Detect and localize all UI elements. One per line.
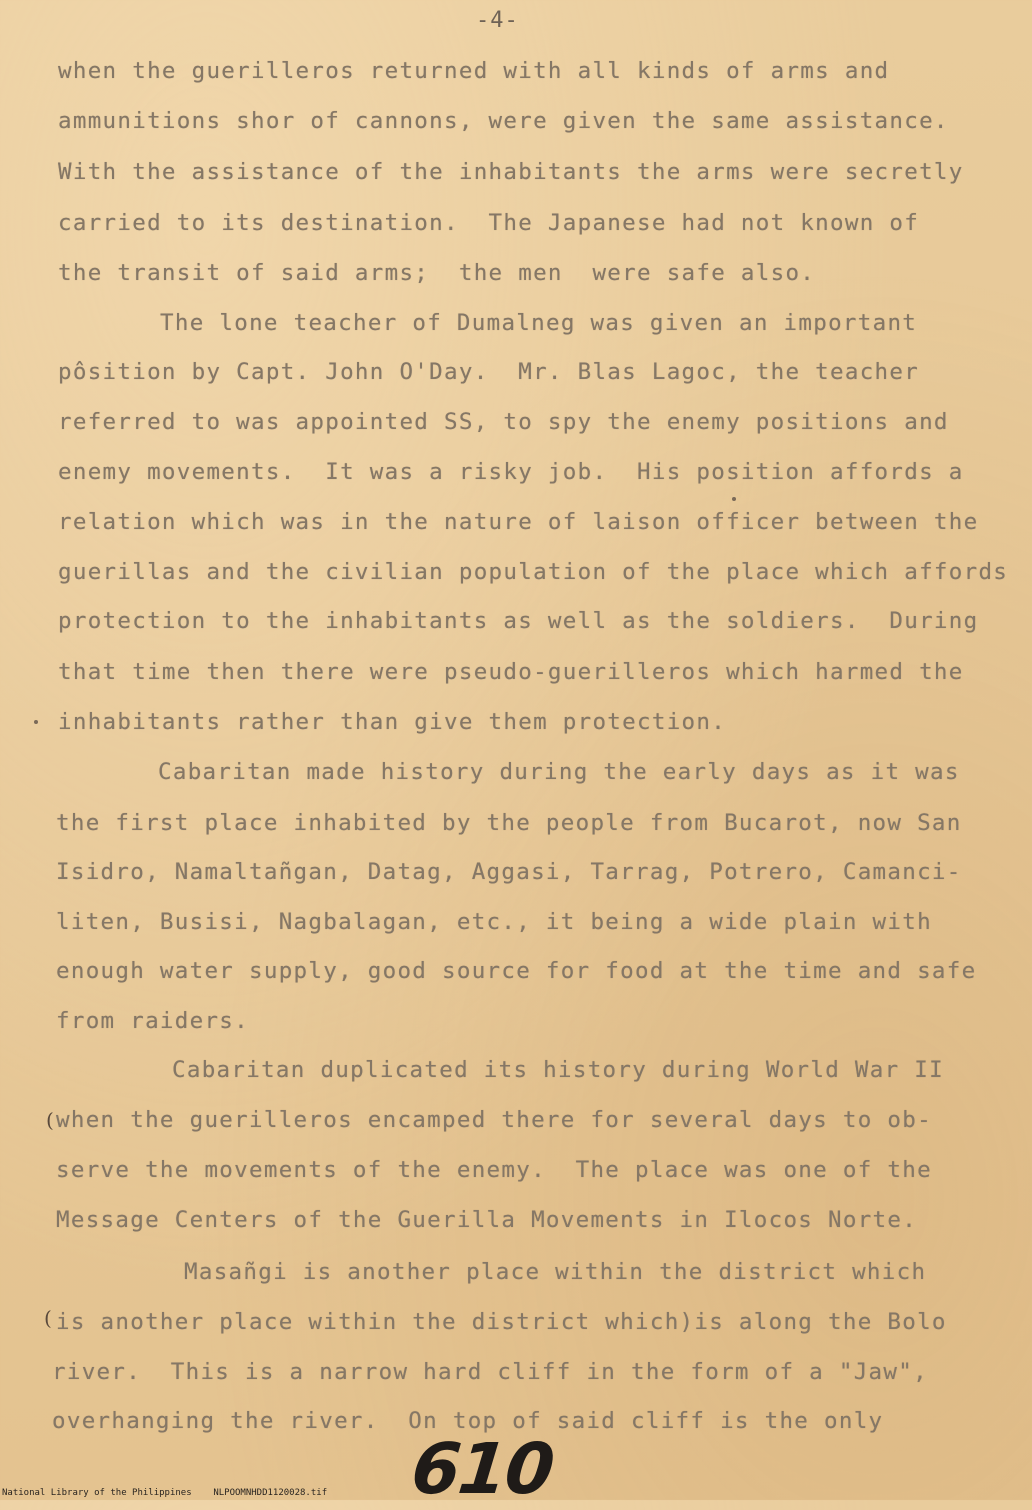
text-line: With the assistance of the inhabitants the arms were secretly (58, 159, 964, 185)
text-line: that time then there were pseudo-guerilleros which harmed the (58, 659, 964, 685)
text-line: guerillas and the civilian population of the place which affords (58, 559, 1009, 585)
ink-dot (34, 720, 38, 724)
margin-mark-bracket: ( (44, 1306, 52, 1330)
text-line: enough water supply, good source for food at the time and safe (56, 958, 977, 984)
text-line: inhabitants rather than give them protection. (58, 709, 727, 735)
text-line: is another place within the district which)is along the Bolo (56, 1309, 947, 1335)
text-line: Cabaritan made history during the early days as it was (158, 759, 960, 785)
text-line: Message Centers of the Guerilla Movements in Ilocos Norte. (56, 1207, 918, 1233)
archive-footer: National Library of the Philippines NLPOOMNHDD1120028.tif (2, 1488, 328, 1498)
text-line: The lone teacher of Dumalneg was given an important (160, 310, 918, 336)
page-number: -4- (476, 8, 519, 33)
text-line: carried to its destination. The Japanese had not known of (58, 210, 920, 236)
text-line: when the guerilleros returned with all kinds of arms and (58, 58, 890, 84)
text-line: the transit of said arms; the men were safe also. (58, 260, 816, 286)
text-line: the first place inhabited by the people from Bucarot, now San (56, 810, 962, 836)
text-line: protection to the inhabitants as well as the soldiers. During (58, 608, 979, 634)
text-line: overhanging the river. On top of said cliff is the only (52, 1408, 884, 1434)
text-line: serve the movements of the enemy. The place was one of the (56, 1157, 932, 1183)
text-line: river. This is a narrow hard cliff in the form of a "Jaw", (52, 1359, 928, 1385)
margin-mark-bracket: ( (46, 1108, 54, 1132)
text-line: enemy movements. It was a risky job. His position affords a (58, 459, 964, 485)
text-line: pôsition by Capt. John O'Day. Mr. Blas Lagoc, the teacher (58, 359, 920, 385)
text-line: Isidro, Namaltañgan, Datag, Aggasi, Tarrag, Potrero, Camanci- (56, 859, 962, 885)
text-line: referred to was appointed SS, to spy the enemy positions and (58, 409, 949, 435)
text-line: ammunitions shor of cannons, were given the same assistance. (58, 108, 949, 134)
text-line: liten, Busisi, Nagbalagan, etc., it being a wide plain with (56, 909, 932, 935)
text-line: from raiders. (56, 1008, 249, 1034)
ink-dot (732, 497, 736, 501)
handwritten-page-number: 610 (407, 1428, 557, 1510)
text-line: relation which was in the nature of laison officer between the (58, 509, 979, 535)
text-line: when the guerilleros encamped there for several days to ob- (56, 1107, 932, 1133)
text-line: Masañgi is another place within the district which (184, 1259, 927, 1285)
text-line: Cabaritan duplicated its history during World War II (172, 1057, 944, 1083)
